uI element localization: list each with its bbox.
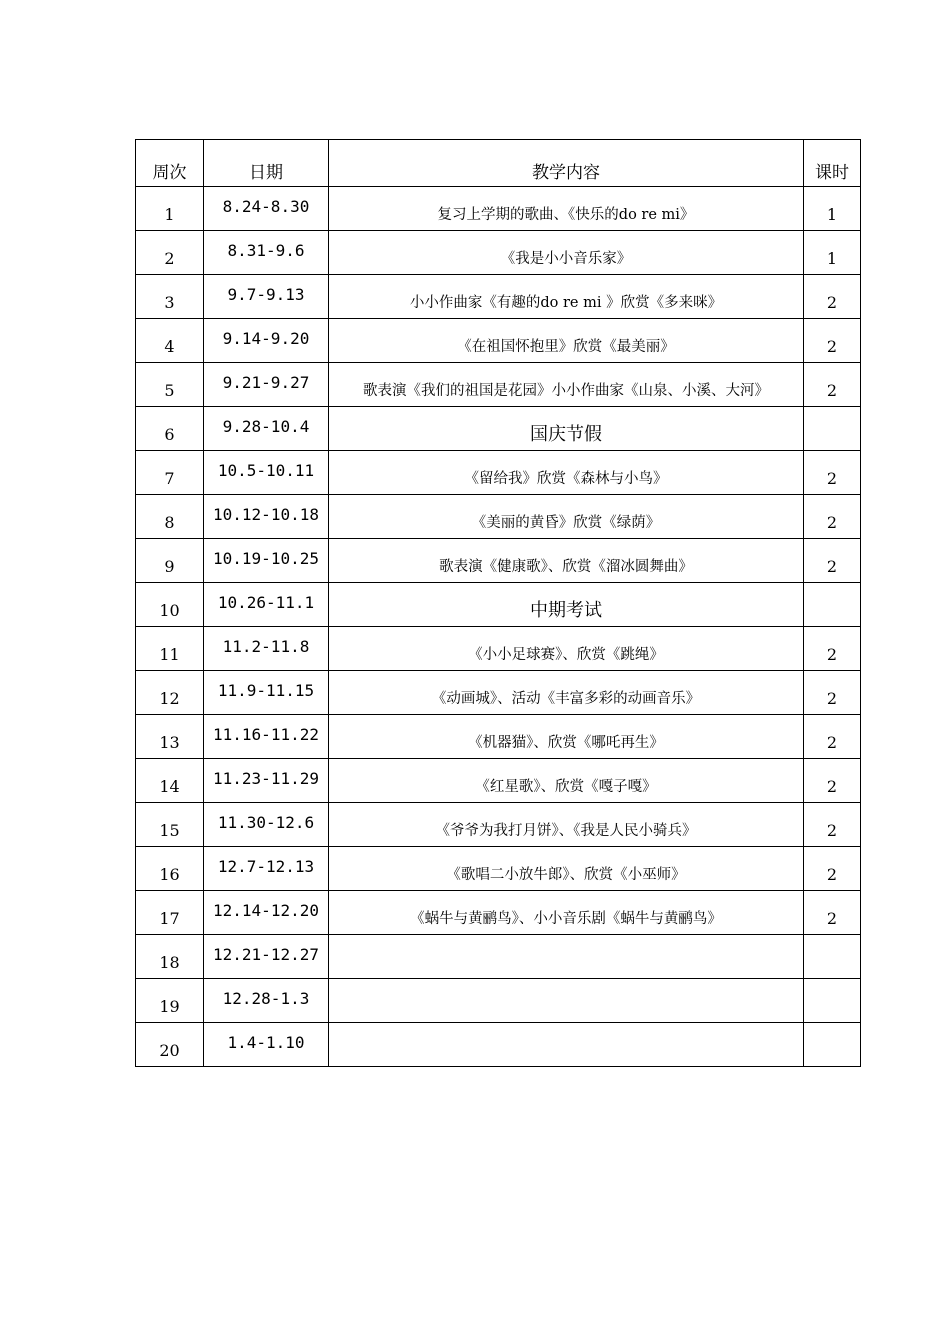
table-row	[136, 495, 861, 539]
week-cell: 15	[136, 803, 204, 847]
week-cell: 9	[136, 539, 204, 583]
header-content: 教学内容	[329, 140, 804, 187]
teaching-schedule-table	[135, 139, 861, 1067]
hours-cell	[804, 1023, 861, 1067]
hours-cell: 2	[804, 891, 861, 935]
date-cell: 9.14-9.20	[204, 319, 329, 363]
table-body	[136, 187, 861, 1067]
hours-cell: 2	[804, 363, 861, 407]
week-cell: 1	[136, 187, 204, 231]
content-cell: 中期考试	[329, 583, 804, 627]
table-header	[136, 140, 861, 187]
date-cell: 10.26-11.1	[204, 583, 329, 627]
table-row	[136, 759, 861, 803]
hours-cell: 2	[804, 759, 861, 803]
date-cell: 12.14-12.20	[204, 891, 329, 935]
date-cell: 11.2-11.8	[204, 627, 329, 671]
content-cell	[329, 1023, 804, 1067]
week-cell: 6	[136, 407, 204, 451]
hours-cell: 2	[804, 539, 861, 583]
date-cell: 11.16-11.22	[204, 715, 329, 759]
content-cell: 《机器猫》、欣赏《哪吒再生》	[329, 715, 804, 759]
hours-cell	[804, 935, 861, 979]
hours-cell	[804, 407, 861, 451]
week-cell: 3	[136, 275, 204, 319]
content-cell: 《留给我》欣赏《森林与小鸟》	[329, 451, 804, 495]
content-cell	[329, 979, 804, 1023]
content-cell: 《歌唱二小放牛郎》、欣赏《小巫师》	[329, 847, 804, 891]
header-row	[136, 140, 861, 187]
table-row	[136, 671, 861, 715]
date-cell: 12.7-12.13	[204, 847, 329, 891]
content-cell: 《蜗牛与黄鹂鸟》、小小音乐剧《蜗牛与黄鹂鸟》	[329, 891, 804, 935]
table-row	[136, 715, 861, 759]
content-cell: 复习上学期的歌曲、《快乐的do re mi》	[329, 187, 804, 231]
week-cell: 12	[136, 671, 204, 715]
week-cell: 16	[136, 847, 204, 891]
hours-cell	[804, 979, 861, 1023]
date-cell: 11.23-11.29	[204, 759, 329, 803]
date-cell: 9.28-10.4	[204, 407, 329, 451]
header-week: 周次	[136, 140, 204, 187]
week-cell: 5	[136, 363, 204, 407]
table-row	[136, 363, 861, 407]
hours-cell: 1	[804, 187, 861, 231]
content-cell: 《红星歌》、欣赏《嘎子嘎》	[329, 759, 804, 803]
table-row	[136, 847, 861, 891]
date-cell: 1.4-1.10	[204, 1023, 329, 1067]
table-row	[136, 451, 861, 495]
hours-cell	[804, 583, 861, 627]
table-row	[136, 583, 861, 627]
week-cell: 13	[136, 715, 204, 759]
week-cell: 20	[136, 1023, 204, 1067]
date-cell: 8.24-8.30	[204, 187, 329, 231]
week-cell: 11	[136, 627, 204, 671]
hours-cell: 1	[804, 231, 861, 275]
hours-cell: 2	[804, 627, 861, 671]
date-cell: 11.30-12.6	[204, 803, 329, 847]
hours-cell: 2	[804, 715, 861, 759]
hours-cell: 2	[804, 495, 861, 539]
content-cell: 《美丽的黄昏》欣赏《绿荫》	[329, 495, 804, 539]
hours-cell: 2	[804, 803, 861, 847]
week-cell: 10	[136, 583, 204, 627]
content-cell: 小小作曲家《有趣的do re mi 》欣赏《多来咪》	[329, 275, 804, 319]
table-row	[136, 627, 861, 671]
week-cell: 8	[136, 495, 204, 539]
table-row	[136, 539, 861, 583]
table-row	[136, 231, 861, 275]
week-cell: 7	[136, 451, 204, 495]
table-row	[136, 1023, 861, 1067]
hours-cell: 2	[804, 275, 861, 319]
table-row	[136, 803, 861, 847]
content-cell: 歌表演《我们的祖国是花园》小小作曲家《山泉、小溪、大河》	[329, 363, 804, 407]
date-cell: 11.9-11.15	[204, 671, 329, 715]
table-row	[136, 275, 861, 319]
date-cell: 12.28-1.3	[204, 979, 329, 1023]
week-cell: 14	[136, 759, 204, 803]
date-cell: 10.5-10.11	[204, 451, 329, 495]
content-cell: 歌表演《健康歌》、欣赏《溜冰圆舞曲》	[329, 539, 804, 583]
hours-cell: 2	[804, 319, 861, 363]
week-cell: 2	[136, 231, 204, 275]
table-row	[136, 979, 861, 1023]
date-cell: 12.21-12.27	[204, 935, 329, 979]
table-row	[136, 187, 861, 231]
hours-cell: 2	[804, 451, 861, 495]
hours-cell: 2	[804, 847, 861, 891]
date-cell: 10.12-10.18	[204, 495, 329, 539]
date-cell: 10.19-10.25	[204, 539, 329, 583]
content-cell: 《我是小小音乐家》	[329, 231, 804, 275]
table-row	[136, 935, 861, 979]
week-cell: 19	[136, 979, 204, 1023]
date-cell: 9.7-9.13	[204, 275, 329, 319]
content-cell: 国庆节假	[329, 407, 804, 451]
header-date: 日期	[204, 140, 329, 187]
week-cell: 4	[136, 319, 204, 363]
table-row	[136, 319, 861, 363]
table-row	[136, 891, 861, 935]
content-cell: 《动画城》、活动《丰富多彩的动画音乐》	[329, 671, 804, 715]
hours-cell: 2	[804, 671, 861, 715]
week-cell: 17	[136, 891, 204, 935]
date-cell: 8.31-9.6	[204, 231, 329, 275]
content-cell: 《爷爷为我打月饼》、《我是人民小骑兵》	[329, 803, 804, 847]
content-cell: 《在祖国怀抱里》欣赏《最美丽》	[329, 319, 804, 363]
table-row	[136, 407, 861, 451]
content-cell: 《小小足球赛》、欣赏《跳绳》	[329, 627, 804, 671]
header-hours: 课时	[804, 140, 861, 187]
content-cell	[329, 935, 804, 979]
week-cell: 18	[136, 935, 204, 979]
date-cell: 9.21-9.27	[204, 363, 329, 407]
